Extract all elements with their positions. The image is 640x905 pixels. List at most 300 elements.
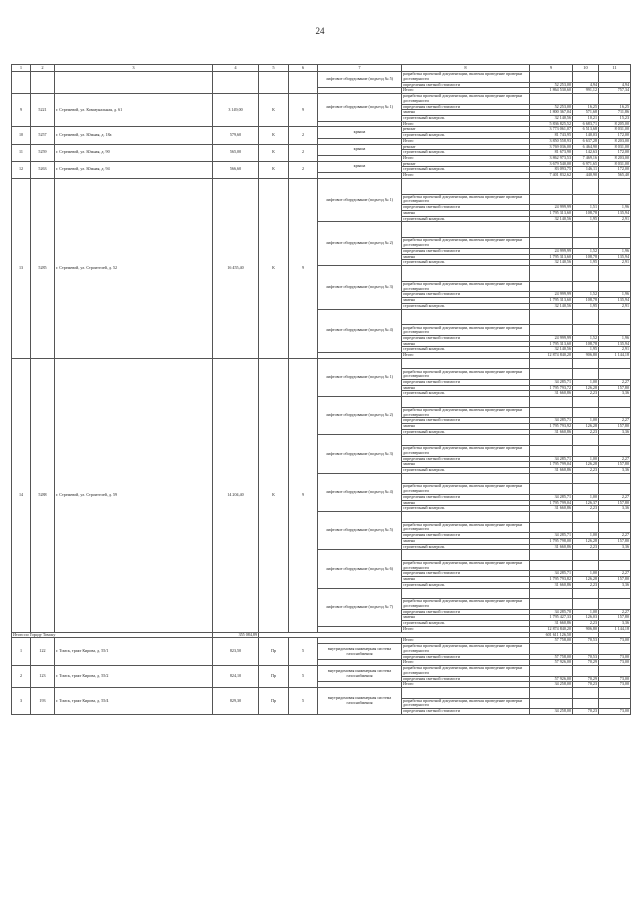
work-type-cell: разработка проектной документации, включая проведение проверки достоверности xyxy=(402,484,530,495)
registry-number-cell: 5257 xyxy=(31,127,55,144)
unit-cost-cell: 1,00 xyxy=(573,456,599,462)
floors-cell: 9 xyxy=(289,178,318,358)
cost-cell xyxy=(530,397,573,408)
limit-cost-cell: 3,36 xyxy=(599,621,631,627)
category-cell: К xyxy=(259,94,289,127)
cost-cell: 57 926,00 xyxy=(530,660,573,666)
registry-number-cell: 123 xyxy=(31,666,55,688)
limit-cost-cell xyxy=(599,238,631,249)
category-cell: К xyxy=(259,127,289,144)
category-cell: Пр xyxy=(259,638,289,666)
row-number-cell: 10 xyxy=(12,127,31,144)
column-header: 4 xyxy=(213,65,259,72)
limit-cost-cell: 3,36 xyxy=(599,468,631,474)
work-type-cell: определения сметной стоимости xyxy=(402,292,530,298)
limit-cost-cell: 1,96 xyxy=(599,205,631,211)
unit-cost-cell xyxy=(573,309,599,325)
unit-cost-cell: 70,29 xyxy=(573,660,599,666)
limit-cost-cell: 8 031,00 xyxy=(599,161,631,167)
unit-cost-cell: 6 464,90 xyxy=(573,144,599,150)
limit-cost-cell: 8 031,00 xyxy=(599,144,631,150)
row-number-cell: 12 xyxy=(12,161,31,178)
area-cell: 566,60 xyxy=(213,161,259,178)
unit-cost-cell: 1,00 xyxy=(573,571,599,577)
cost-cell xyxy=(530,644,573,655)
unit-cost-cell: 126,28 xyxy=(573,424,599,430)
element-cell: лифтовое оборудование (подъезд № 1) xyxy=(318,178,402,222)
limit-cost-cell: 757,34 xyxy=(599,88,631,94)
cost-cell xyxy=(530,325,573,336)
work-type-cell: определения сметной стоимости xyxy=(402,609,530,615)
work-type-cell: строительный контроль xyxy=(402,216,530,222)
element-cell: крыша xyxy=(318,127,402,138)
cost-cell: 31 660,86 xyxy=(530,506,573,512)
work-type-cell: Итого xyxy=(402,660,530,666)
unit-cost-cell: 70,29 xyxy=(573,676,599,682)
work-type-cell: определения сметной стоимости xyxy=(402,494,530,500)
work-type-cell: строительный контроль xyxy=(402,391,530,397)
work-type-cell xyxy=(402,512,530,523)
work-type-cell: определения сметной стоимости xyxy=(402,205,530,211)
cost-cell xyxy=(530,698,573,709)
work-type-cell xyxy=(402,688,530,699)
work-type-cell: замена xyxy=(402,500,530,506)
cost-cell: 32 140,56 xyxy=(530,260,573,266)
cost-cell xyxy=(530,688,573,699)
work-row xyxy=(12,666,631,677)
limit-cost-cell xyxy=(599,588,631,599)
category-cell: Пр xyxy=(259,688,289,715)
cost-cell: 12 874 840,20 xyxy=(530,626,573,632)
unit-cost-cell xyxy=(573,688,599,699)
limit-cost-cell: 3,36 xyxy=(599,582,631,588)
cost-cell: 5 836 825,52 xyxy=(530,121,573,127)
limit-cost-cell: 172,00 xyxy=(599,133,631,139)
work-type-cell: строительный контроль xyxy=(402,544,530,550)
cost-cell xyxy=(530,222,573,238)
address-cell xyxy=(55,72,213,94)
row-number-cell: 13 xyxy=(12,178,31,358)
unit-cost-cell: 2,23 xyxy=(573,468,599,474)
cost-cell: 1 800 367,04 xyxy=(530,110,573,116)
unit-cost-cell: 108,78 xyxy=(573,341,599,347)
unit-cost-cell: 571,68 xyxy=(573,110,599,116)
limit-cost-cell xyxy=(599,666,631,677)
unit-cost-cell: 906,80 xyxy=(573,353,599,359)
cost-cell: 3 679 540,00 xyxy=(530,161,573,167)
work-type-cell: замена xyxy=(402,210,530,216)
cost-cell: 1 795 313,60 xyxy=(530,298,573,304)
floors-cell: 5 xyxy=(289,688,318,715)
element-cell: лифтовое оборудование (подъезд № 3) xyxy=(318,265,402,309)
unit-cost-cell xyxy=(573,178,599,194)
unit-cost-cell: 2,23 xyxy=(573,391,599,397)
unit-cost-cell: 991,12 xyxy=(573,88,599,94)
registry-number-cell: 5259 xyxy=(31,144,55,161)
limit-cost-cell xyxy=(599,512,631,523)
column-header: 8 xyxy=(402,65,530,72)
column-header: 1 xyxy=(12,65,31,72)
unit-cost-cell: 6 971,65 xyxy=(573,161,599,167)
cost-cell xyxy=(530,358,573,369)
unit-cost-cell: 70,53 xyxy=(573,638,599,644)
floors-cell xyxy=(289,72,318,94)
unit-cost-cell xyxy=(573,369,599,380)
limit-cost-cell xyxy=(599,698,631,709)
element-cell: крыша xyxy=(318,144,402,155)
cost-cell: 52 253,00 xyxy=(530,104,573,110)
element-cell: лифтовое оборудование (подъезд № 1) xyxy=(318,358,402,396)
unit-cost-cell xyxy=(573,522,599,533)
area-cell: 823,50 xyxy=(213,638,259,666)
floors-cell: 2 xyxy=(289,127,318,144)
unit-cost-cell: 1,52 xyxy=(573,248,599,254)
cost-cell: 34 258,00 xyxy=(530,682,573,688)
element-cell: крыша xyxy=(318,161,402,172)
work-type-cell: разработка проектной документации, включая проведение проверки достоверности xyxy=(402,94,530,105)
floors-cell: 2 xyxy=(289,144,318,161)
work-type-cell: замена xyxy=(402,385,530,391)
address-cell: г. Стрежевой, ул. Южная, д. 90 xyxy=(55,144,213,161)
work-type-cell xyxy=(402,265,530,281)
unit-cost-cell xyxy=(573,446,599,457)
limit-cost-cell: 157,80 xyxy=(599,577,631,583)
element-cell: лифтовое оборудование (подъезд № 5) xyxy=(318,512,402,550)
limit-cost-cell: 4,94 xyxy=(599,82,631,88)
unit-cost-cell xyxy=(573,325,599,336)
cost-cell: 31 660,86 xyxy=(530,468,573,474)
cost-cell: 1 795 799,04 xyxy=(530,500,573,506)
work-type-cell: строительный контроль xyxy=(402,303,530,309)
work-type-cell xyxy=(402,309,530,325)
work-type-cell: определения сметной стоимости xyxy=(402,571,530,577)
area-cell: 3 149,00 xyxy=(213,94,259,127)
limit-cost-cell: 157,80 xyxy=(599,424,631,430)
cost-cell: 34 285,71 xyxy=(530,456,573,462)
limit-cost-cell: 135,94 xyxy=(599,210,631,216)
limit-cost-cell xyxy=(599,644,631,655)
work-type-cell: ремонт xyxy=(402,144,530,150)
address-cell: г. Стрежевой, ул. Южная, д. 18а xyxy=(55,127,213,144)
registry-number-cell: 193 xyxy=(31,688,55,715)
summary-area: 355 084,89 xyxy=(213,632,259,638)
limit-cost-cell: 2,27 xyxy=(599,418,631,424)
work-type-cell: определения сметной стоимости xyxy=(402,104,530,110)
category-cell: К xyxy=(259,144,289,161)
cost-cell: 24 999,99 xyxy=(530,205,573,211)
unit-cost-cell xyxy=(573,72,599,83)
work-type-cell: замена xyxy=(402,462,530,468)
unit-cost-cell: 4,94 xyxy=(573,82,599,88)
work-type-cell: разработка проектной документации, включая проведение проверки достоверности xyxy=(402,369,530,380)
unit-cost-cell: 1,95 xyxy=(573,260,599,266)
unit-cost-cell: 108,78 xyxy=(573,254,599,260)
limit-cost-cell xyxy=(599,358,631,369)
cost-cell: 34 285,71 xyxy=(530,418,573,424)
work-type-cell: разработка проектной документации, включая проведение проверки достоверности xyxy=(402,666,530,677)
cost-cell: 3 862 973,53 xyxy=(530,155,573,161)
work-type-cell: разработка проектной документации, включая проведение проверки достоверности xyxy=(402,407,530,418)
limit-cost-cell: 157,80 xyxy=(599,500,631,506)
work-type-cell: разработка проектной документации, включая проведение проверки достоверности xyxy=(402,281,530,292)
work-type-cell: строительный контроль xyxy=(402,150,530,156)
limit-cost-cell: 2,27 xyxy=(599,380,631,386)
work-type-cell: замена xyxy=(402,577,530,583)
limit-cost-cell xyxy=(599,522,631,533)
limit-cost-cell: 157,80 xyxy=(599,385,631,391)
limit-cost-cell xyxy=(599,194,631,205)
unit-cost-cell: 440,90 xyxy=(573,173,599,179)
cost-cell: 12 874 840,20 xyxy=(530,353,573,359)
limit-cost-cell: 135,94 xyxy=(599,298,631,304)
unit-cost-cell: 6 513,68 xyxy=(573,127,599,133)
limit-cost-cell xyxy=(599,688,631,699)
limit-cost-cell xyxy=(599,72,631,83)
limit-cost-cell: 2,27 xyxy=(599,456,631,462)
unit-cost-cell: 140,03 xyxy=(573,133,599,139)
column-header: 11 xyxy=(599,65,631,72)
cost-cell: 31 660,86 xyxy=(530,391,573,397)
cost-cell: 34 285,71 xyxy=(530,571,573,577)
column-header: 3 xyxy=(55,65,213,72)
limit-cost-cell xyxy=(599,446,631,457)
unit-cost-cell: 2,23 xyxy=(573,506,599,512)
cost-cell xyxy=(530,446,573,457)
limit-cost-cell: 2,27 xyxy=(599,533,631,539)
work-type-cell: разработка проектной документации, включая проведение проверки достоверности xyxy=(402,446,530,457)
work-type-cell: замена xyxy=(402,538,530,544)
column-header: 6 xyxy=(289,65,318,72)
registry-number-cell: 5285 xyxy=(31,178,55,358)
cost-cell xyxy=(530,72,573,83)
limit-cost-cell xyxy=(599,397,631,408)
limit-cost-cell: 2,91 xyxy=(599,303,631,309)
unit-cost-cell: 1,95 xyxy=(573,216,599,222)
limit-cost-cell xyxy=(599,94,631,105)
limit-cost-cell xyxy=(599,265,631,281)
limit-cost-cell: 2,91 xyxy=(599,216,631,222)
limit-cost-cell: 135,94 xyxy=(599,341,631,347)
limit-cost-cell xyxy=(599,369,631,380)
limit-cost-cell: 3,36 xyxy=(599,429,631,435)
floors-cell: 9 xyxy=(289,358,318,632)
cost-cell xyxy=(530,281,573,292)
work-type-cell: Итого xyxy=(402,88,530,94)
address-cell: г. Стрежевой, ул. Коммунальная, д. 61 xyxy=(55,94,213,127)
address-cell: г. Томск, тракт Кирова, д. 55/1 xyxy=(55,638,213,666)
work-type-cell xyxy=(402,473,530,484)
limit-cost-cell: 2,91 xyxy=(599,347,631,353)
unit-cost-cell: 10,21 xyxy=(573,116,599,122)
limit-cost-cell: 1 144,18 xyxy=(599,353,631,359)
work-type-cell: ремонт xyxy=(402,127,530,133)
unit-cost-cell: 126,37 xyxy=(573,500,599,506)
row-number-cell: 14 xyxy=(12,358,31,632)
cost-cell: 57 758,00 xyxy=(530,654,573,660)
cost-cell xyxy=(530,666,573,677)
row-number-cell: 11 xyxy=(12,144,31,161)
category-cell: К xyxy=(259,178,289,358)
cost-cell: 1 795 793,92 xyxy=(530,424,573,430)
element-cell: лифтовое оборудование (подъезд № 2) xyxy=(318,397,402,435)
repair-schedule-table xyxy=(11,64,631,715)
unit-cost-cell xyxy=(573,238,599,249)
cost-cell xyxy=(530,512,573,523)
element-cell: лифтовое оборудование (подъезд № 1) xyxy=(318,94,402,122)
work-type-cell: замена xyxy=(402,110,530,116)
cost-cell xyxy=(530,407,573,418)
limit-cost-cell: 3,36 xyxy=(599,506,631,512)
unit-cost-cell: 1,00 xyxy=(573,494,599,500)
work-type-cell xyxy=(402,397,530,408)
element-cell: внутридомовая инженерная система газоснабжения xyxy=(318,688,402,715)
work-type-cell: замена xyxy=(402,424,530,430)
element-cell: лифтовое оборудование (подъезд № 2) xyxy=(318,222,402,266)
work-type-cell: замена xyxy=(402,615,530,621)
limit-cost-cell xyxy=(599,222,631,238)
limit-cost-cell: 2,91 xyxy=(599,260,631,266)
work-type-cell: определения сметной стоимости xyxy=(402,709,530,715)
unit-cost-cell xyxy=(573,599,599,610)
work-type-cell: разработка проектной документации, включая проведение проверки достоверности xyxy=(402,698,530,709)
unit-cost-cell: 70,53 xyxy=(573,654,599,660)
unit-cost-cell: 126,28 xyxy=(573,577,599,583)
cost-cell: 57 758,00 xyxy=(530,638,573,644)
limit-cost-cell xyxy=(599,435,631,446)
work-type-cell: разработка проектной документации, включая проведение проверки достоверности xyxy=(402,194,530,205)
unit-cost-cell: 2,23 xyxy=(573,429,599,435)
work-type-cell: определения сметной стоимости xyxy=(402,654,530,660)
column-header: 10 xyxy=(573,65,599,72)
unit-cost-cell: 1,52 xyxy=(573,292,599,298)
unit-cost-cell xyxy=(573,473,599,484)
work-type-cell: строительный контроль xyxy=(402,116,530,122)
floors-cell: 2 xyxy=(289,161,318,178)
element-cell: лифтовое оборудование (подъезд № 4) xyxy=(318,309,402,353)
cost-cell: 3 850 558,93 xyxy=(530,138,573,144)
cost-cell xyxy=(530,560,573,571)
work-row xyxy=(12,72,631,83)
unit-cost-cell xyxy=(573,265,599,281)
work-type-cell: определения сметной стоимости xyxy=(402,380,530,386)
cost-cell: 34 285,70 xyxy=(530,609,573,615)
unit-cost-cell xyxy=(573,666,599,677)
cost-cell: 24 999,99 xyxy=(530,248,573,254)
cost-cell: 32 140,56 xyxy=(530,216,573,222)
limit-cost-cell xyxy=(599,407,631,418)
limit-cost-cell: 2,27 xyxy=(599,571,631,577)
unit-cost-cell: 2,23 xyxy=(573,544,599,550)
unit-cost-cell: 1,95 xyxy=(573,303,599,309)
cost-cell: 24 999,99 xyxy=(530,292,573,298)
cost-cell xyxy=(530,369,573,380)
column-header: 7 xyxy=(318,65,402,72)
limit-cost-cell: 8 203,00 xyxy=(599,155,631,161)
work-type-cell: Итого xyxy=(402,626,530,632)
cost-cell: 1 864 530,60 xyxy=(530,88,573,94)
registry-number-cell: 5263 xyxy=(31,161,55,178)
limit-cost-cell: 73,00 xyxy=(599,676,631,682)
cost-cell: 83 093,75 xyxy=(530,167,573,173)
registry-number-cell: 122 xyxy=(31,638,55,666)
cost-cell xyxy=(530,522,573,533)
work-type-cell: определения сметной стоимости xyxy=(402,336,530,342)
row-number-cell: 9 xyxy=(12,94,31,127)
work-type-cell: строительный контроль xyxy=(402,133,530,139)
address-cell: г. Томск, тракт Кирова, д. 55/2 xyxy=(55,666,213,688)
cost-cell xyxy=(530,94,573,105)
limit-cost-cell: 135,94 xyxy=(599,254,631,260)
unit-cost-cell: 7 469,16 xyxy=(573,155,599,161)
limit-cost-cell: 565,40 xyxy=(599,173,631,179)
work-type-cell: разработка проектной документации, включая проведение проверки достоверности xyxy=(402,72,530,83)
work-type-cell: замена xyxy=(402,254,530,260)
element-cell: лифтовое оборудование (подъезд № 5) xyxy=(318,72,402,88)
cost-cell xyxy=(530,484,573,495)
area-cell: 579,60 xyxy=(213,127,259,144)
cost-cell xyxy=(530,435,573,446)
cost-cell: 3 769 036,00 xyxy=(530,144,573,150)
limit-cost-cell: 16,25 xyxy=(599,104,631,110)
address-cell: г. Стрежевой, ул. Южная, д. 94 xyxy=(55,161,213,178)
address-cell: г. Стрежевой, ул. Строителей, д. 59 xyxy=(55,358,213,632)
area-cell: 16 455,40 xyxy=(213,178,259,358)
work-type-cell: ремонт xyxy=(402,161,530,167)
cost-cell: 7 401 832,62 xyxy=(530,173,573,179)
work-type-cell: определения сметной стоимости xyxy=(402,456,530,462)
limit-cost-cell: 157,80 xyxy=(599,615,631,621)
cost-cell: 32 140,56 xyxy=(530,303,573,309)
cost-cell: 34 258,00 xyxy=(530,709,573,715)
cost-cell xyxy=(530,588,573,599)
unit-cost-cell xyxy=(573,484,599,495)
work-type-cell: строительный контроль xyxy=(402,347,530,353)
unit-cost-cell xyxy=(573,588,599,599)
limit-cost-cell: 3,36 xyxy=(599,391,631,397)
unit-cost-cell: 6 683,71 xyxy=(573,121,599,127)
cost-cell xyxy=(530,309,573,325)
cost-cell: 24 999,99 xyxy=(530,336,573,342)
work-row xyxy=(12,358,631,369)
work-row xyxy=(12,178,631,194)
work-type-cell: Итого xyxy=(402,155,530,161)
work-type-cell: разработка проектной документации, включая проведение проверки достоверности xyxy=(402,522,530,533)
unit-cost-cell xyxy=(573,94,599,105)
cost-cell: 1 795 313,60 xyxy=(530,210,573,216)
unit-cost-cell: 1,00 xyxy=(573,418,599,424)
limit-cost-cell: 8 203,00 xyxy=(599,138,631,144)
limit-cost-cell xyxy=(599,325,631,336)
unit-cost-cell: 6 637,28 xyxy=(573,138,599,144)
area-cell: 14 204,40 xyxy=(213,358,259,632)
limit-cost-cell: 172,00 xyxy=(599,150,631,156)
cost-cell: 34 285,71 xyxy=(530,494,573,500)
cost-cell: 31 660,86 xyxy=(530,582,573,588)
work-type-cell: разработка проектной документации, включая проведение проверки достоверности xyxy=(402,644,530,655)
limit-cost-cell: 73,00 xyxy=(599,709,631,715)
work-type-cell: Итого xyxy=(402,638,530,644)
cost-cell: 3 773 061,07 xyxy=(530,127,573,133)
unit-cost-cell: 906,80 xyxy=(573,626,599,632)
unit-cost-cell: 1,00 xyxy=(573,609,599,615)
limit-cost-cell: 15,23 xyxy=(599,116,631,122)
cost-cell: 81 673,90 xyxy=(530,150,573,156)
work-type-cell: строительный контроль xyxy=(402,468,530,474)
work-type-cell: разработка проектной документации, включая проведение проверки достоверности xyxy=(402,599,530,610)
work-type-cell: разработка проектной документации, включая проведение проверки достоверности xyxy=(402,238,530,249)
category-cell xyxy=(259,72,289,94)
work-type-cell: строительный контроль xyxy=(402,621,530,627)
